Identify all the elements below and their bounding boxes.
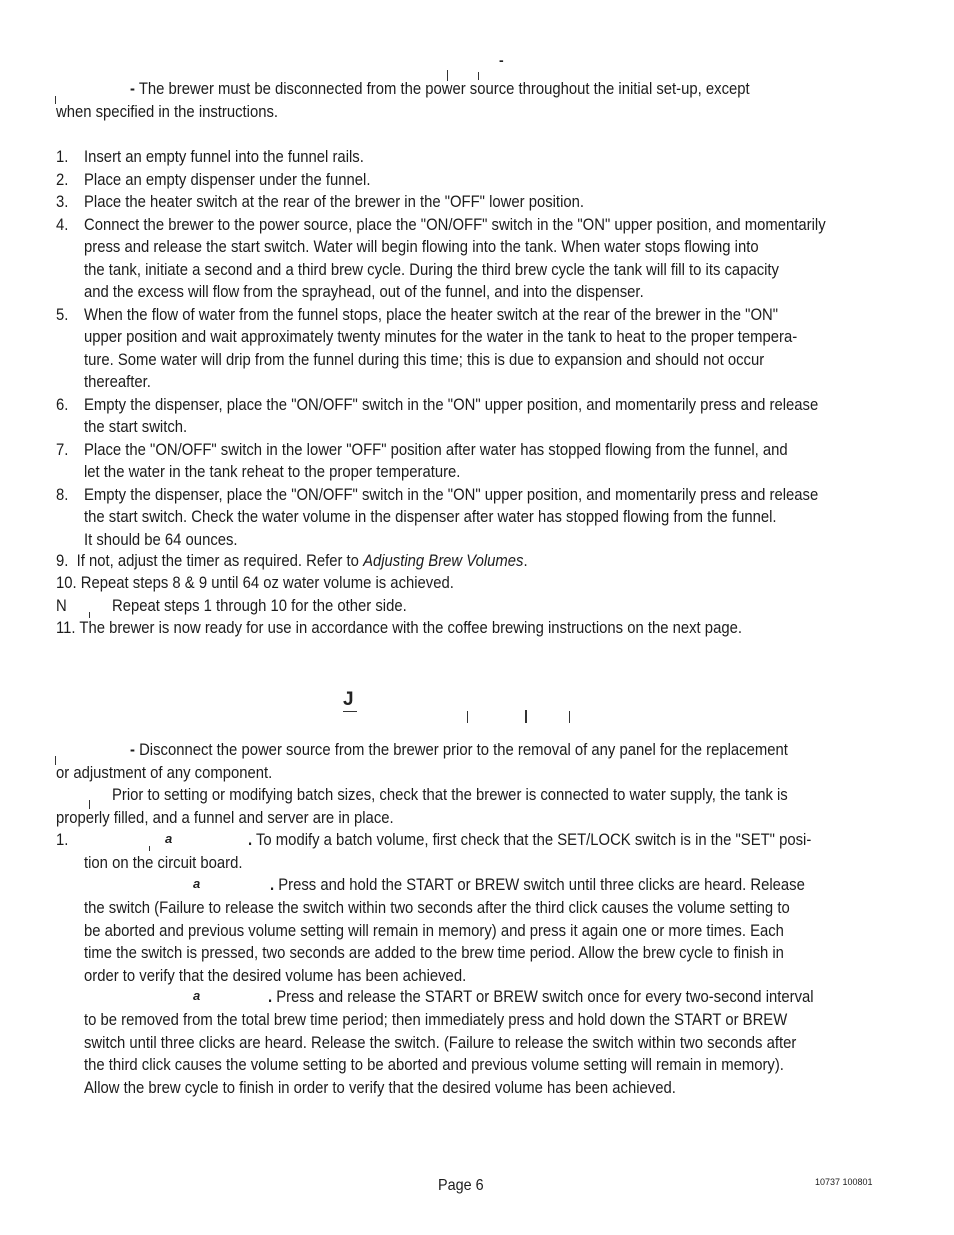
item-1-line: [248, 829, 811, 852]
item-text: To modify a batch volume, first check that the SET/LOCK switch is in the "SET" posi-: [256, 831, 812, 849]
item-dot: .: [270, 876, 275, 894]
item-dot: .: [248, 831, 253, 849]
step-number: 6.: [56, 395, 69, 414]
setup-heading-dash: -: [499, 52, 504, 68]
step-10: 10. Repeat steps 8 & 9 until 64 oz water volume is achieved.: [56, 574, 454, 592]
note-letter: N: [56, 597, 67, 615]
step-11: 11. The brewer is now ready for use in accordance with the coffee brewing instructions on the next page.: [56, 619, 742, 637]
step-text-line: the tank, initiate a second and a third brew cycle. During the third brew cycle the tank will fill to its capacity: [84, 260, 779, 279]
item-1-glyph: a: [165, 831, 173, 846]
note-text: Repeat steps 1 through 10 for the other side.: [112, 597, 407, 615]
step-text-line: Place an empty dispenser under the funnel.: [84, 170, 371, 189]
item-text: Press and release the START or BREW switch once for every two-second interval: [276, 988, 814, 1006]
item-1-line-2: tion on the circuit board.: [84, 854, 243, 872]
setup-warning-line: [130, 78, 750, 101]
heading-remnant-mark: [569, 711, 570, 723]
adjust-warning-line: [130, 739, 788, 762]
step-text-line: Insert an empty funnel into the funnel rails.: [84, 148, 364, 166]
step-number: 2.: [56, 170, 69, 189]
step-number: 1.: [56, 148, 69, 166]
warning-text: The brewer must be disconnected from the power source throughout the initial set-up, except: [138, 80, 750, 98]
step-text-line: Empty the dispenser, place the "ON/OFF" switch in the "ON" upper position, and momentarily press and release: [84, 485, 819, 504]
adjust-note-line-2: properly filled, and a funnel and server are in place.: [56, 809, 394, 827]
step-text-line: press and release the start switch. Water will begin flowing into the tank. When water stops flowing into: [84, 238, 759, 256]
item-dot: .: [268, 988, 273, 1006]
step-text-line: When the flow of water from the funnel stops, place the heater switch at the rear of the brewer in the "ON": [84, 305, 778, 324]
paragraph-line: be aborted and previous volume setting will remain in memory) and press it again one or more times. Each: [84, 921, 784, 940]
adjust-heading-glyph: J: [343, 689, 354, 710]
adjust-warning-line-2: or adjustment of any component.: [56, 764, 273, 782]
item-text: Press and hold the START or BREW switch until three clicks are heard. Release: [278, 876, 805, 894]
step-text: If not, adjust the timer as required. Refer to: [76, 552, 364, 570]
warning-dash: -: [130, 741, 135, 759]
adjust-note-line: Prior to setting or modifying batch sizes, check that the brewer is connected to water supply, the tank is: [112, 786, 788, 804]
heading-remnant-mark: [525, 710, 527, 723]
step-text-line: Connect the brewer to the power source, place the "ON/OFF" switch in the "ON" upper position, and momentarily: [84, 215, 826, 234]
step-number: 7.: [56, 440, 69, 459]
decrease-line: [268, 986, 814, 1009]
paragraph-line: the third click causes the volume setting to be aborted and previous volume setting will remain in memory).: [84, 1056, 784, 1074]
step-text-line: the start switch.: [84, 418, 188, 436]
heading-underline-mark: [343, 711, 357, 712]
paragraph-line: switch until three clicks are heard. Release the switch. (Failure to release the switch within two seconds after: [84, 1033, 797, 1052]
step-number: 4.: [56, 215, 69, 234]
increase-glyph: a: [193, 876, 201, 891]
step-number: 8.: [56, 485, 69, 504]
step-text-line: let the water in the tank reheat to the proper temperature.: [84, 463, 461, 481]
decrease-glyph: a: [193, 988, 201, 1003]
step-text-line: Place the heater switch at the rear of the brewer in the "OFF" lower position.: [84, 193, 585, 211]
step-text-line: and the excess will flow from the sprayhead, out of the funnel, and into the dispenser.: [84, 283, 644, 301]
document-code: 10737 100801: [815, 1177, 873, 1187]
page-number: Page 6: [438, 1177, 484, 1194]
warning-dash: -: [130, 80, 135, 98]
paragraph-line: Allow the brew cycle to finish in order to verify that the desired volume has been achieved.: [84, 1078, 676, 1097]
step-text-line: Empty the dispenser, place the "ON/OFF" switch in the "ON" upper position, and momentarily press and release: [84, 395, 819, 414]
step-text-line: ture. Some water will drip from the funnel during this time; this is due to expansion and should not occur: [84, 350, 765, 369]
paragraph-line: order to verify that the desired volume has been achieved.: [84, 966, 467, 985]
heading-remnant-mark: [467, 711, 468, 723]
step-number: 5.: [56, 305, 69, 324]
setup-warning-line-2: when specified in the instructions.: [56, 103, 279, 121]
step-text-line: Place the "ON/OFF" switch in the lower "OFF" position after water has stopped flowing from the funnel, and: [84, 440, 788, 459]
step-text-line: the start switch. Check the water volume in the dispenser after water has stopped flowing from the funnel.: [84, 508, 777, 526]
increase-line: [270, 874, 805, 897]
step-text-line: It should be 64 ounces.: [84, 530, 238, 549]
step-text-line: thereafter.: [84, 373, 151, 391]
paragraph-line: the switch (Failure to release the switch within two seconds after the third click causes the volume setting to: [84, 899, 790, 917]
step-9: [56, 550, 528, 573]
step-end: .: [523, 552, 528, 570]
paragraph-line: to be removed from the total brew time period; then immediately press and hold down the START or BREW: [84, 1011, 788, 1029]
item-remnant-mark: [149, 846, 150, 851]
item-1-number: 1.: [56, 831, 69, 849]
step-number: 9.: [56, 552, 69, 570]
step-text-line: upper position and wait approximately twenty minutes for the water in the tank to heat to the proper tempera-: [84, 328, 798, 346]
warning-text: Disconnect the power source from the brewer prior to the removal of any panel for the replacement: [139, 741, 788, 759]
paragraph-line: time the switch is pressed, two seconds are added to the brew time period. Allow the brew cycle to finish in: [84, 944, 784, 962]
step-number: 3.: [56, 193, 69, 211]
cross-reference: Adjusting Brew Volumes: [363, 552, 524, 570]
